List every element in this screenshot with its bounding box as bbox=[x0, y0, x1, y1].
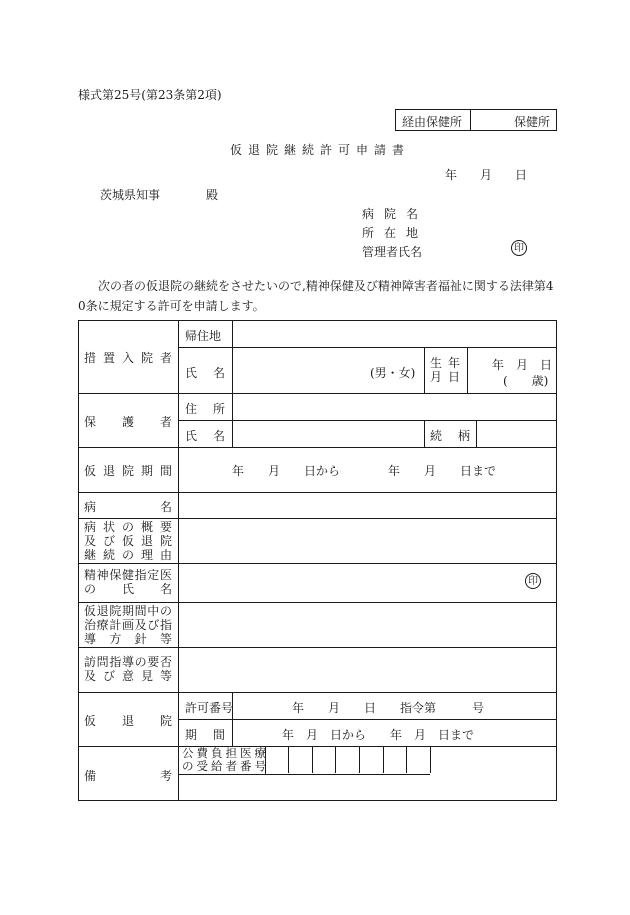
plan-line1: 仮 退 院 期 間 中 の bbox=[84, 604, 172, 618]
overview-line1: 病 状 の 概 要 bbox=[84, 520, 172, 534]
term-label: 期 間 bbox=[185, 728, 225, 742]
public-number-line2: の 受 給 者 番 号 bbox=[182, 759, 266, 773]
release-section-label: 仮 退 院 bbox=[84, 714, 172, 728]
date-month: 月 bbox=[480, 168, 493, 182]
body-text-line1: 次の者の仮退院の継続をさせたいので,精神保健及び精神障害者福祉に関する法律第4 bbox=[98, 279, 554, 293]
overview-line3: 継 続 の 理 由 bbox=[84, 548, 172, 562]
plan-line3: 導 方 針 等 bbox=[84, 632, 172, 646]
guardian-name-label: 氏 名 bbox=[185, 429, 225, 443]
term-value: 年 月 日から 年 月 日まで bbox=[282, 728, 475, 742]
page-title: 仮退院継続許可申請書 bbox=[230, 143, 411, 157]
doctor-line2: の 氏 名 bbox=[84, 582, 172, 596]
permit-value: 年 月 日 指令第 号 bbox=[292, 701, 485, 715]
health-center-label: 経由保健所 bbox=[402, 115, 463, 129]
addressee-honorific: 殿 bbox=[206, 188, 219, 202]
visit-line2: 及 び 意 見 等 bbox=[84, 669, 172, 683]
hospital-location-label: 所 在 地 bbox=[362, 226, 418, 240]
relation-label: 続 柄 bbox=[430, 429, 470, 443]
manager-seal-icon: 印 bbox=[511, 240, 527, 256]
public-number-line1: 公 費 負 担 医 療 bbox=[182, 746, 266, 760]
home-label: 帰住地 bbox=[185, 329, 222, 343]
hospital-name-label: 病 院 名 bbox=[362, 207, 418, 221]
birth-label-2: 月 日 bbox=[430, 370, 460, 384]
patient-section-label: 措 置 入 院 者 bbox=[84, 351, 172, 365]
remarks-section-label: 備 考 bbox=[84, 769, 172, 783]
permit-label: 許可番号 bbox=[185, 701, 234, 715]
guardian-address-label: 住 所 bbox=[185, 402, 225, 416]
birth-label-1: 生 年 bbox=[430, 356, 460, 370]
age: ( 歳) bbox=[503, 374, 549, 388]
doctor-line1: 精 神 保 健 指 定 医 bbox=[84, 568, 172, 582]
hospital-manager-label: 管理者氏名 bbox=[362, 245, 423, 259]
disease-section-label: 病 名 bbox=[84, 500, 172, 514]
period-section-label: 仮 退 院 期 間 bbox=[84, 464, 172, 478]
birth-date: 年 月 日 bbox=[492, 358, 553, 372]
health-center-value: 保健所 bbox=[514, 115, 551, 129]
date-day: 日 bbox=[515, 168, 528, 182]
body-text-line2: 0条に規定する許可を申請します。 bbox=[78, 299, 265, 313]
date-year: 年 bbox=[445, 168, 458, 182]
doctor-seal-icon: 印 bbox=[525, 573, 541, 589]
visit-line1: 訪 問 指 導 の 要 否 bbox=[84, 655, 172, 669]
form-number: 様式第25号(第23条第2項) bbox=[78, 88, 222, 102]
period-value: 年 月 日から 年 月 日まで bbox=[232, 464, 497, 478]
health-center-box bbox=[395, 109, 557, 131]
patient-name-label: 氏 名 bbox=[185, 366, 225, 380]
sex-selector: (男・女) bbox=[370, 366, 416, 380]
plan-line2: 治 療 計 画 及 び 指 bbox=[84, 618, 172, 632]
guardian-section-label: 保 護 者 bbox=[84, 415, 172, 429]
addressee-name: 茨城県知事 bbox=[100, 188, 161, 202]
overview-line2: 及 び 仮 退 院 bbox=[84, 534, 172, 548]
